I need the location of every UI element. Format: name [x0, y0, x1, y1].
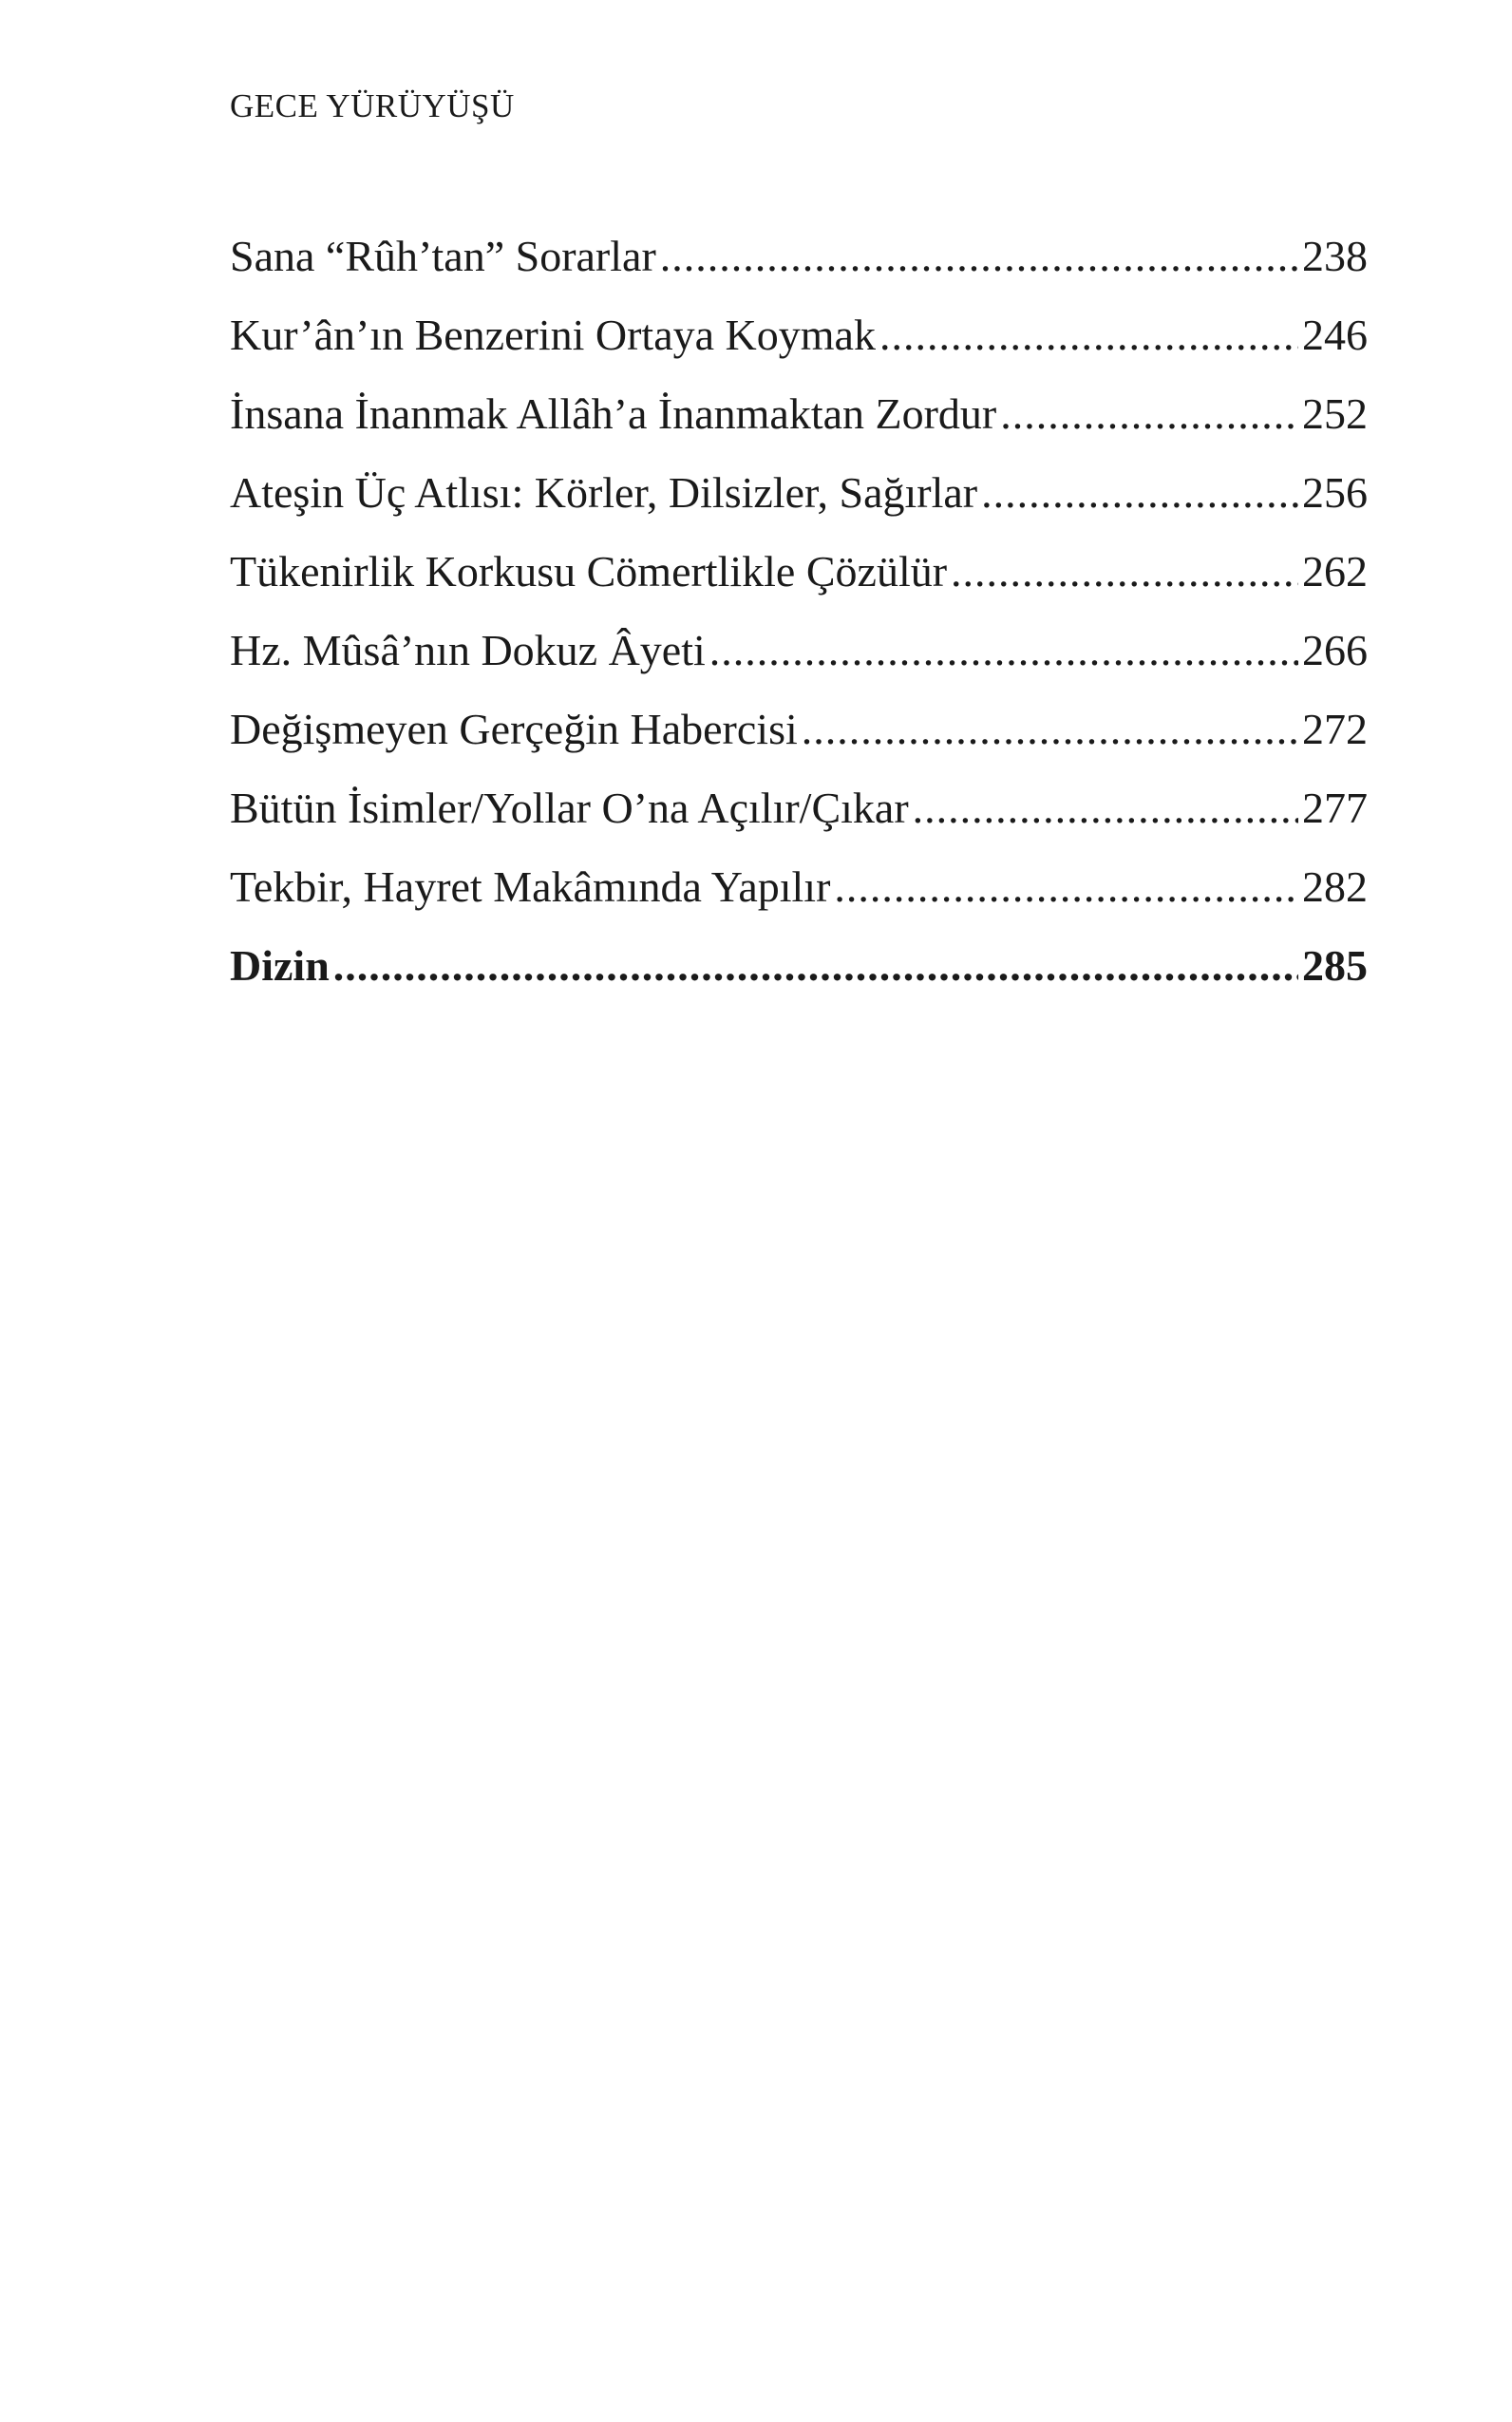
- toc-entry[interactable]: [230, 768, 1368, 847]
- toc-entry-page: 262: [1302, 547, 1368, 596]
- toc-entry-title: Kur’ân’ın Benzerini Ortaya Koymak: [230, 311, 876, 359]
- dot-leader: [951, 532, 1298, 611]
- dot-leader: [913, 768, 1298, 847]
- dot-leader: [709, 611, 1298, 690]
- toc-entry-title: Tükenirlik Korkusu Cömertlikle Çözülür: [230, 547, 948, 596]
- toc-entry[interactable]: [230, 847, 1368, 926]
- toc-entry-page: 246: [1302, 311, 1368, 359]
- table-of-contents: [230, 217, 1368, 1005]
- dot-leader: [834, 847, 1298, 926]
- toc-entry-page: 277: [1302, 784, 1368, 832]
- running-head: GECE YÜRÜYÜŞÜ: [230, 87, 515, 124]
- toc-entry-title: Bütün İsimler/Yollar O’na Açılır/Çıkar: [230, 784, 909, 832]
- toc-entry[interactable]: [230, 217, 1368, 295]
- toc-entry-title: İnsana İnanmak Allâh’a İnanmaktan Zordur: [230, 389, 997, 438]
- toc-entry-page: 266: [1302, 626, 1368, 674]
- toc-entry-page: 252: [1302, 389, 1368, 438]
- toc-entry-index[interactable]: [230, 926, 1368, 1005]
- toc-entry-title: Dizin: [230, 941, 330, 990]
- dot-leader: [879, 295, 1298, 374]
- toc-entry-page: 256: [1302, 468, 1368, 517]
- dot-leader: [802, 690, 1298, 768]
- toc-entry-title: Değişmeyen Gerçeğin Habercisi: [230, 705, 798, 753]
- toc-entry-title: Tekbir, Hayret Makâmında Yapılır: [230, 862, 831, 911]
- dot-leader: [333, 926, 1298, 1005]
- toc-entry[interactable]: [230, 374, 1368, 453]
- toc-entry[interactable]: [230, 611, 1368, 690]
- dot-leader: [660, 217, 1298, 295]
- toc-entry[interactable]: [230, 295, 1368, 374]
- dot-leader: [981, 453, 1298, 532]
- toc-entry[interactable]: [230, 690, 1368, 768]
- toc-entry[interactable]: [230, 532, 1368, 611]
- toc-entry[interactable]: [230, 453, 1368, 532]
- dot-leader: [1000, 374, 1298, 453]
- toc-entry-page: 282: [1302, 862, 1368, 911]
- toc-entry-page: 238: [1302, 232, 1368, 280]
- toc-entry-title: Ateşin Üç Atlısı: Körler, Dilsizler, Sağırlar: [230, 468, 978, 517]
- toc-entry-page: 272: [1302, 705, 1368, 753]
- toc-entry-title: Hz. Mûsâ’nın Dokuz Âyeti: [230, 626, 706, 674]
- toc-entry-page: 285: [1302, 941, 1368, 990]
- toc-entry-title: Sana “Rûh’tan” Sorarlar: [230, 232, 656, 280]
